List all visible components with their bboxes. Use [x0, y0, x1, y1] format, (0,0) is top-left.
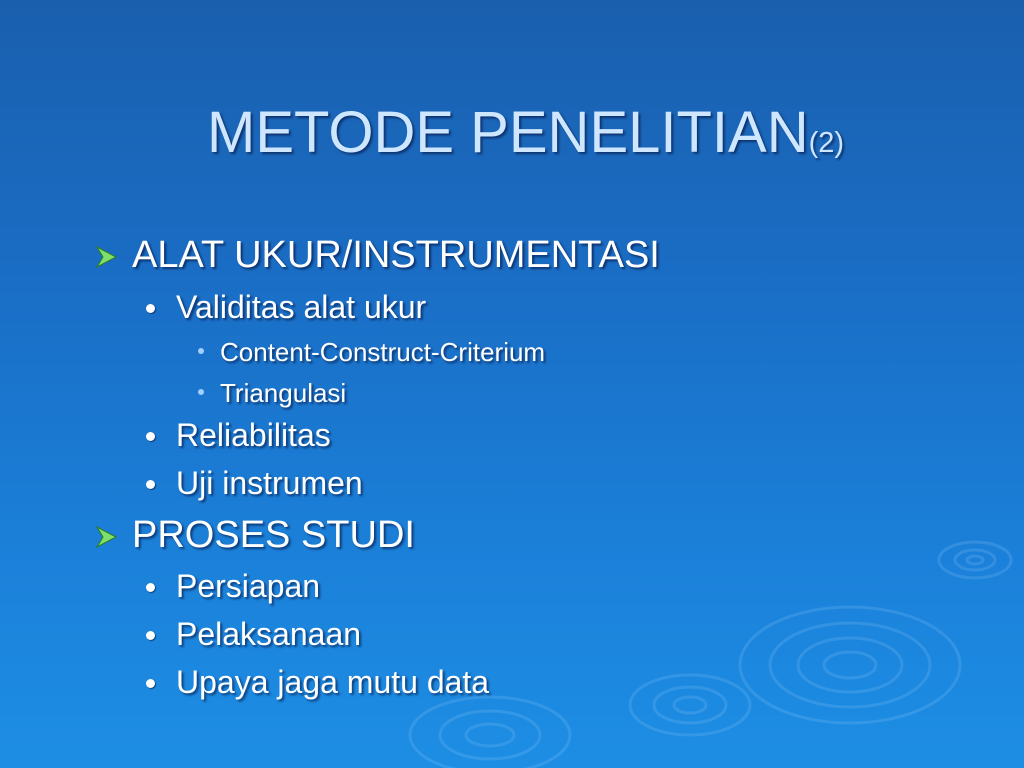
list-item-label: Persiapan	[176, 568, 321, 604]
sub-item-label: Triangulasi	[220, 378, 347, 408]
arrow-icon	[94, 524, 120, 550]
slide-title-text: METODE PENELITIAN	[207, 100, 809, 165]
list-item-label: Validitas alat ukur	[176, 289, 427, 325]
slide-title	[207, 100, 845, 165]
section-proses-studi	[132, 514, 415, 557]
sub-item-triangulasi	[220, 378, 346, 409]
dot-icon	[146, 304, 155, 313]
list-item-label: Upaya jaga mutu data	[176, 664, 490, 700]
dot-icon	[146, 679, 155, 688]
list-item-pelaksanaan	[176, 616, 361, 653]
dot-icon	[146, 480, 155, 489]
sub-item-label: Content-Construct-Criterium	[220, 337, 546, 367]
section-label: ALAT UKUR/INSTRUMENTASI	[132, 234, 660, 276]
sub-item-content-construct	[220, 337, 545, 368]
arrow-icon	[94, 244, 120, 270]
list-item-persiapan	[176, 568, 320, 605]
list-item-label: Reliabilitas	[176, 417, 331, 453]
list-item-label: Uji instrumen	[176, 465, 363, 501]
section-label: PROSES STUDI	[132, 514, 415, 556]
list-item-uji-instrumen	[176, 465, 363, 502]
list-item-upaya-jaga-mutu	[176, 664, 489, 701]
small-dot-icon	[198, 348, 204, 354]
list-item-validitas	[176, 289, 426, 326]
list-item-label: Pelaksanaan	[176, 616, 362, 652]
list-item-reliabilitas	[176, 417, 331, 454]
small-dot-icon	[198, 389, 204, 395]
dot-icon	[146, 631, 155, 640]
slide-title-suffix: (2)	[808, 127, 845, 159]
dot-icon	[146, 432, 155, 441]
section-alat-ukur	[132, 234, 660, 277]
dot-icon	[146, 583, 155, 592]
